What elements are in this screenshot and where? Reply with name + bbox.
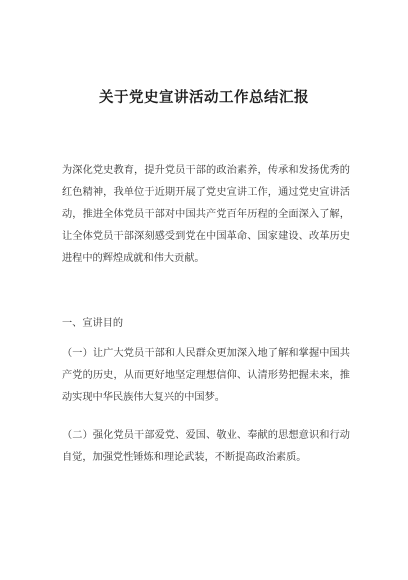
document-title: 关于党史宣讲活动工作总结汇报 bbox=[99, 90, 309, 106]
purpose-item-1: （一）让广大党员干部和人民群众更加深入地了解和掌握中国共产党的历史，从而更好地坚定理想信仰、认清形势把握未来，推动实现中华民族伟大复兴的中国梦。 bbox=[62, 348, 350, 403]
intro-paragraph: 为深化党史教育，提升党员干部的政治素养，传承和发扬优秀的红色精神，我单位于近期开展了党史宣讲工作，通过党史宣讲活动，推进全体党员干部对中国共产党百年历程的全面深入了解，让全体党员干部深刻感受到党在中国革命、国家建设、改革历史进程中的辉煌成就和伟大贡献。 bbox=[62, 165, 350, 264]
purpose-item-2: （二）强化党员干部爱党、爱国、敬业、奉献的思想意识和行动自觉，加强党性锤炼和理论武装，不断提高政治素质。 bbox=[62, 430, 350, 463]
section-heading-purpose: 一、宣讲目的 bbox=[62, 318, 124, 329]
